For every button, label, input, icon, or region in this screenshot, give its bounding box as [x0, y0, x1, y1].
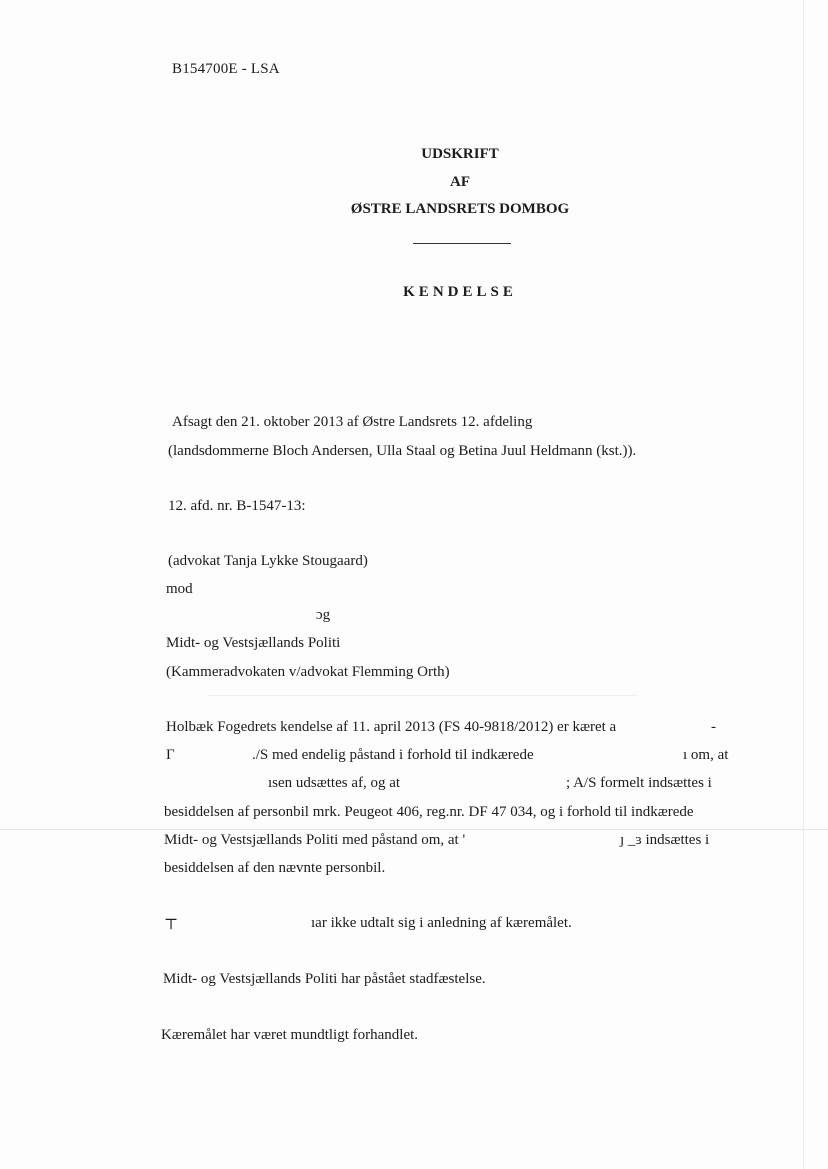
- heading-line-2: AF: [450, 174, 470, 190]
- police-claim-line: Midt- og Vestsjællands Politi har påstået stadfæstelse.: [163, 971, 486, 987]
- document-title: KENDELSE: [403, 284, 517, 300]
- body-line-2: ./S med endelig påstand i forhold til indkærede: [252, 747, 534, 763]
- body-line-4: besiddelsen af personbil mrk. Peugeot 406, reg.nr. DF 47 034, og i forhold til indkærede: [164, 804, 694, 820]
- no-statement-start: ⊤: [164, 917, 179, 933]
- body-line-1: Holbæk Fogedrets kendelse af 11. april 2013 (FS 40-9818/2012) er kæret a: [166, 719, 617, 735]
- case-number: 12. afd. nr. B-1547-13:: [168, 498, 306, 514]
- oral-hearing-line: Kæremålet har været mundtligt forhandlet.: [161, 1027, 419, 1043]
- respondent-police: Midt- og Vestsjællands Politi: [166, 635, 341, 651]
- respondent-counsel: (Kammeradvokaten v/advokat Flemming Orth): [166, 664, 450, 680]
- body-line-5-tail: ȷ _ɜ indsættes i: [620, 832, 710, 848]
- body-line-1-tail: -: [711, 719, 716, 735]
- heading-line-1: UDSKRIFT: [421, 146, 499, 162]
- body-line-2-start: Γ: [166, 747, 175, 763]
- body-line-5: Midt- og Vestsjællands Politi med påstand om, at ': [164, 832, 466, 848]
- appellant-counsel: (advokat Tanja Lykke Stougaard): [168, 553, 368, 569]
- body-line-3-tail: ; A/S formelt indsættes i: [566, 775, 712, 791]
- scan-edge: [803, 0, 804, 1169]
- no-statement-line: ıar ikke udtalt sig i anledning af kæremålet.: [311, 915, 572, 931]
- heading-line-3: ØSTRE LANDSRETS DOMBOG: [350, 201, 570, 217]
- afsagt-line-2: (landsdommerne Bloch Andersen, Ulla Staal og Betina Juul Heldmann (kst.)).: [168, 443, 637, 459]
- scan-faint-line: [208, 695, 638, 696]
- body-line-3: ısen udsættes af, og at: [268, 775, 401, 791]
- scan-artifact-line: [0, 829, 828, 830]
- redacted-respondent-fragment: ɔg: [316, 607, 331, 623]
- mod-label: mod: [166, 581, 193, 597]
- heading-divider: [413, 243, 511, 244]
- body-line-6: besiddelsen af den nævnte personbil.: [164, 860, 386, 876]
- body-line-2-tail: ı om, at: [683, 747, 729, 763]
- afsagt-line-1: Afsagt den 21. oktober 2013 af Østre Landsrets 12. afdeling: [172, 414, 533, 430]
- case-reference: B154700E - LSA: [172, 61, 280, 77]
